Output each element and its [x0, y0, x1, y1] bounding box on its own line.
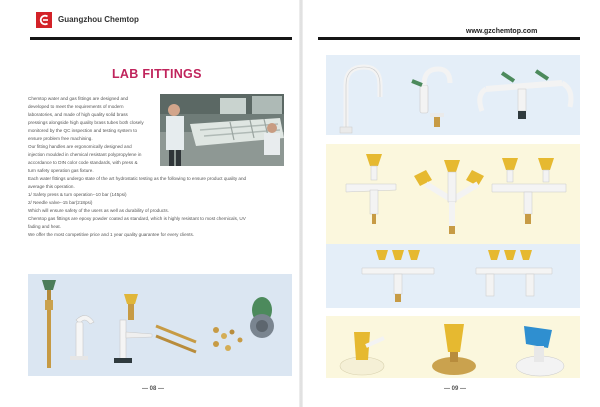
- website-url: www.gzchemtop.com: [466, 28, 538, 35]
- body-line: fading and heat.: [28, 224, 61, 229]
- brass-turret: [432, 324, 476, 375]
- page-fold: [299, 0, 303, 407]
- body-line: Chemtop water and gas fittings are designed and: [28, 96, 129, 101]
- body-line: Our fitting handles are ergonomically designed and: [28, 144, 132, 149]
- product-band-yellow-valves: [326, 144, 580, 244]
- body-line: accordance to DIN color code standards, with press &: [28, 160, 138, 165]
- triple-manifold: [362, 250, 434, 302]
- header-rule-right: [318, 37, 580, 40]
- page-title: LAB FITTINGS: [112, 67, 202, 81]
- body-line: We offer the most competitive price and 1 year quality guarantee for every clients.: [28, 232, 195, 237]
- gooseneck-faucet-1: [340, 67, 380, 133]
- body-line: Which will ensure safety of the users as well as durability of products.: [28, 208, 169, 213]
- body-line: average this operation.: [28, 184, 75, 189]
- body-line: developed to meet the requirements of modern: [28, 104, 124, 109]
- double-manifold: [476, 250, 552, 296]
- company-logo: [36, 12, 52, 28]
- product-band-goosenecks: [326, 55, 580, 135]
- body-line: injection moulded in chemical resistant polypropylene in: [28, 152, 142, 157]
- gray-handle-fitting: [250, 297, 274, 338]
- body-line: 1/ Safety press & turn operation--10 bar (145psi): [28, 192, 127, 197]
- product-band-turrets: [326, 316, 580, 378]
- body-line: monitored by the QC inspection and testing system to: [28, 128, 138, 133]
- body-line: Chemtop gas fittings are epoxy powder coated as standard, which is highly resistant to most chemicals, UV: [28, 216, 246, 221]
- body-line: ensure problem free machining.: [28, 136, 93, 141]
- page-number-right: — 09 —: [444, 386, 467, 392]
- double-yellow-valve: [492, 158, 566, 224]
- brass-rods: [156, 326, 196, 352]
- yellow-turret: [340, 332, 384, 375]
- triple-yellow-valve: [414, 160, 484, 234]
- company-name: Guangzhou Chemtop: [58, 15, 139, 24]
- body-line: Each water fittings undergo state of the art hydrostatic testing as the following to ensure product quality and: [28, 176, 247, 181]
- product-strip: [28, 274, 292, 376]
- white-spout: [70, 315, 94, 360]
- body-line: pressings alongside high quality brass tubes both closely: [28, 120, 144, 125]
- blue-turret: [516, 326, 564, 376]
- small-fittings: [213, 327, 243, 351]
- double-gooseneck-faucet: [480, 71, 571, 119]
- nozzle-fitting: [114, 294, 152, 363]
- header-rule-left: [30, 37, 292, 40]
- body-line: laboratories, and made of high quality solid brass: [28, 112, 128, 117]
- green-handle-valve: [42, 280, 56, 368]
- gooseneck-faucet-2: [412, 69, 450, 127]
- factory-photo: [160, 94, 284, 166]
- body-line: turn safety operation gas fixture.: [28, 168, 94, 173]
- product-band-manifolds: [326, 244, 580, 308]
- single-yellow-valve: [346, 154, 396, 224]
- page-number-left: — 08 —: [142, 386, 165, 392]
- body-line: 2/ Needle valve--15 bar(218psi): [28, 200, 93, 205]
